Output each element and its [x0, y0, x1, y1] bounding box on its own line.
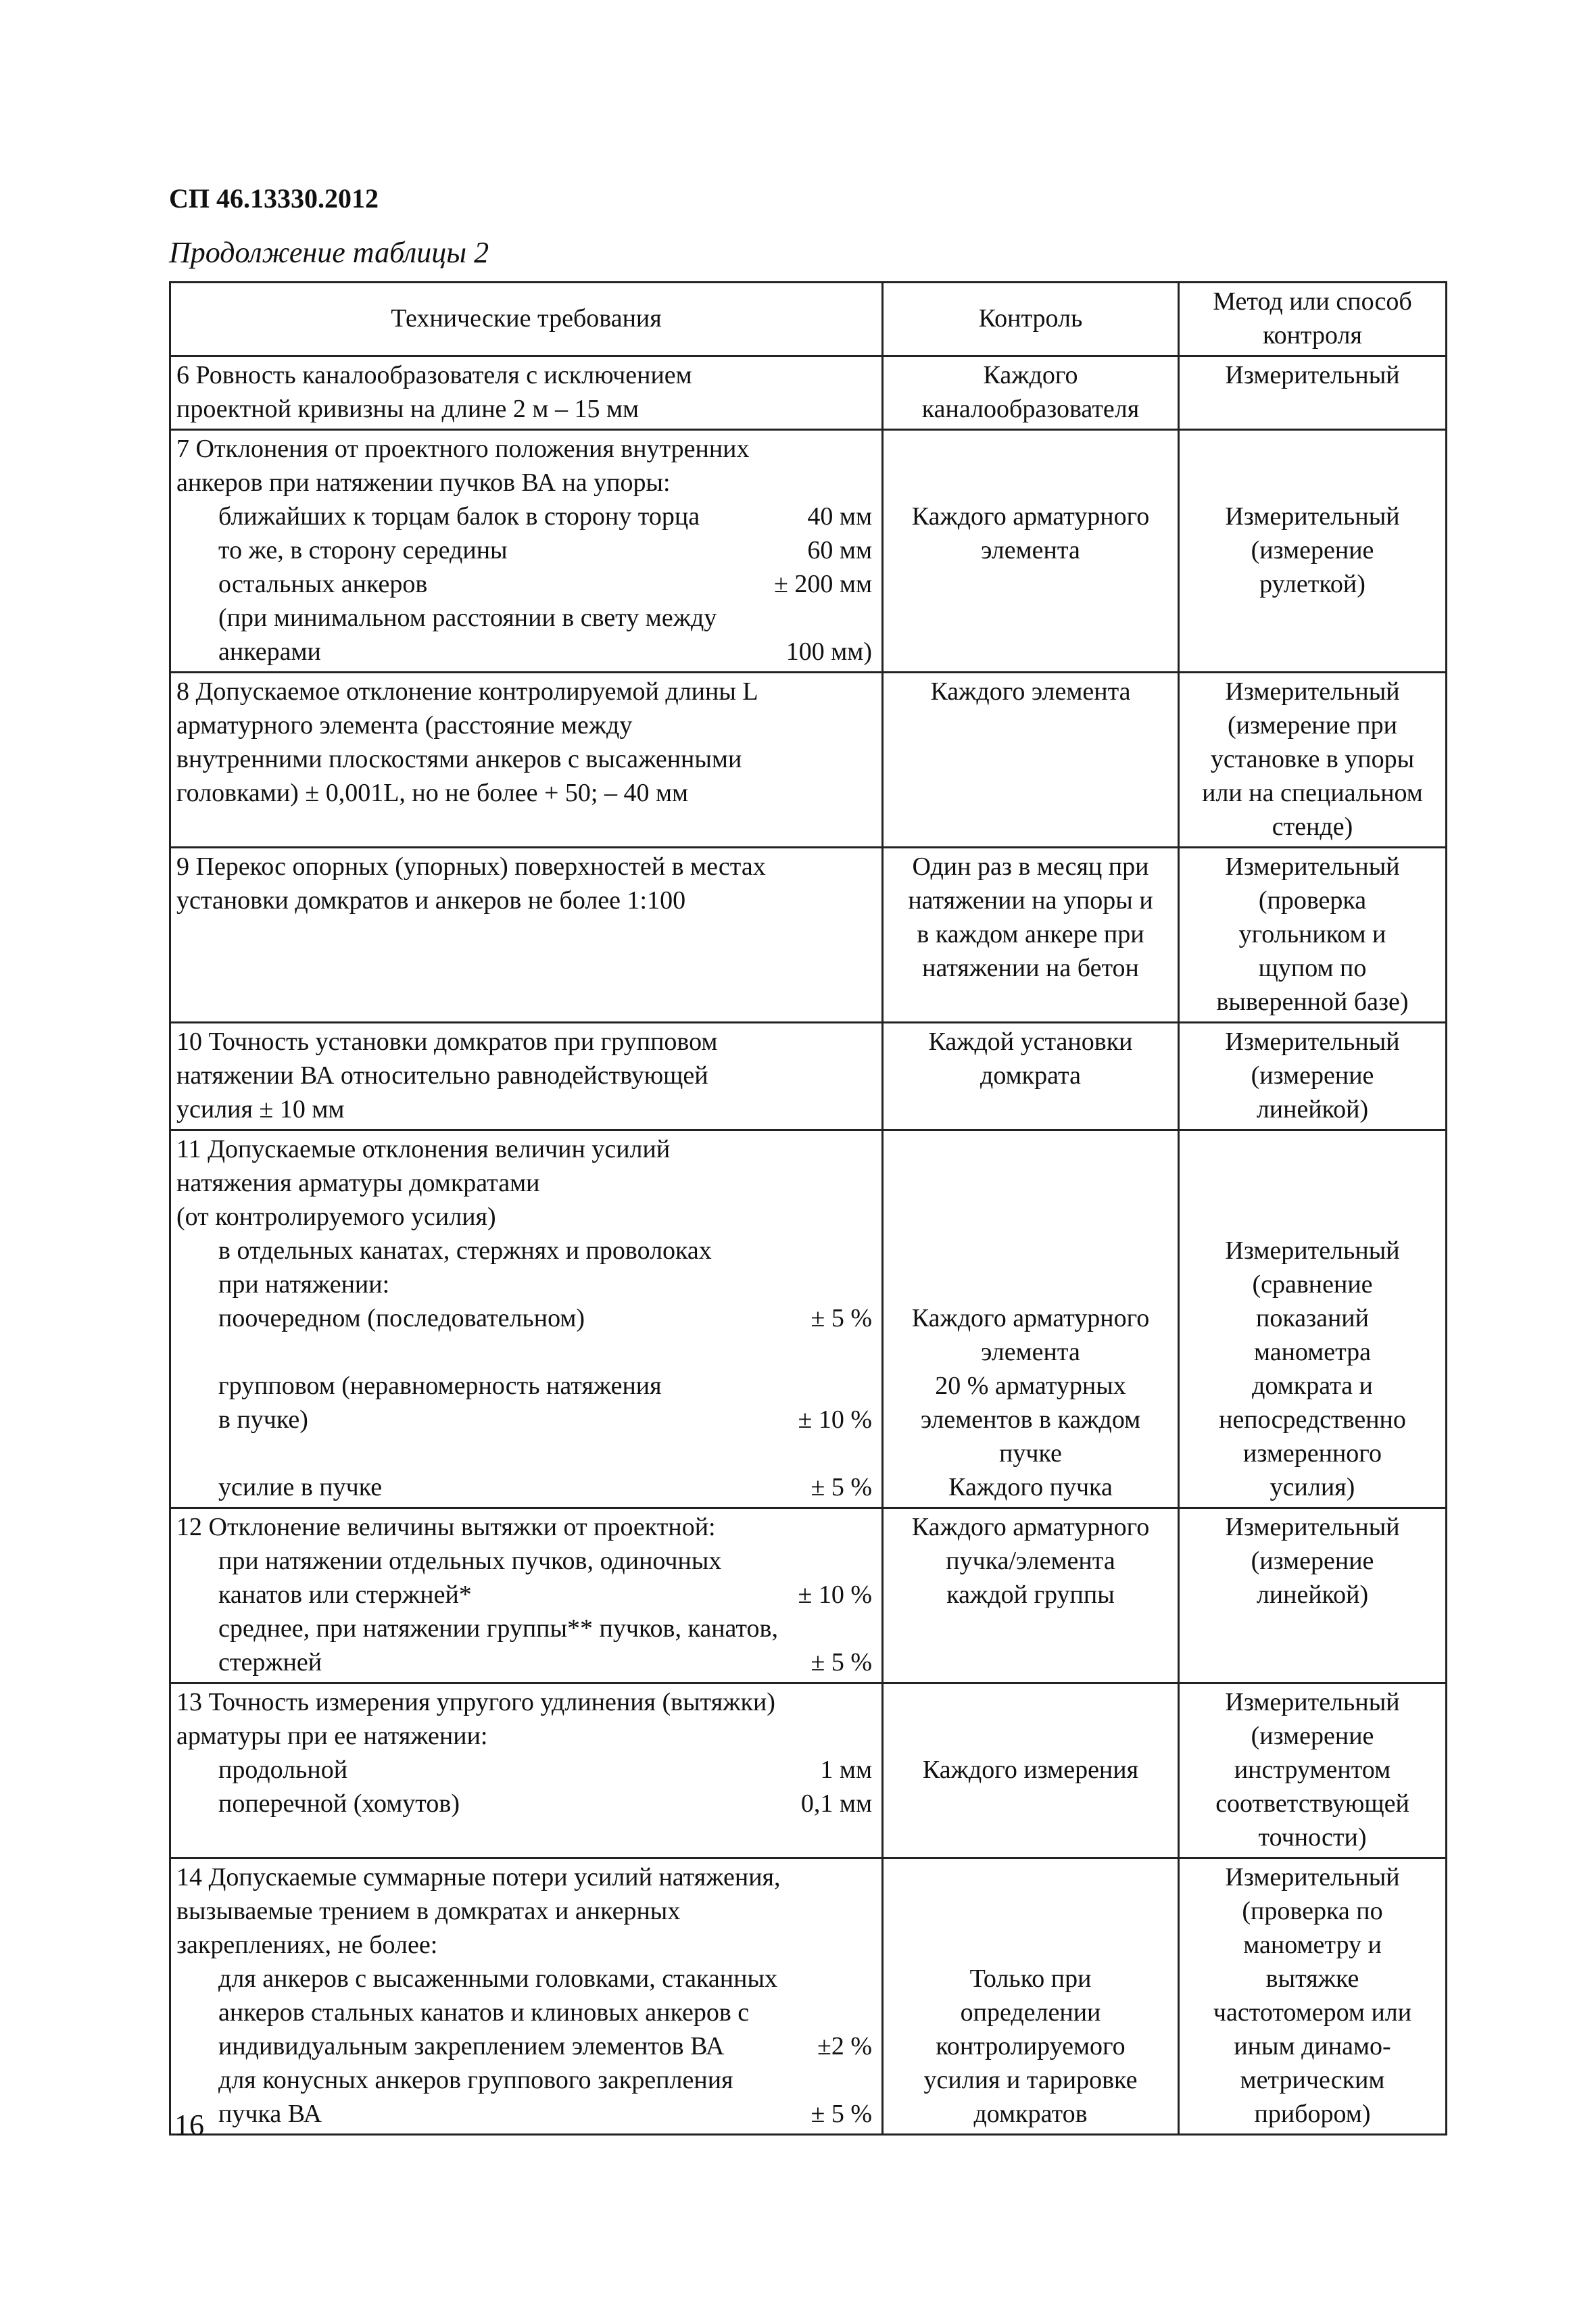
text-line: метрическим	[1240, 2066, 1385, 2094]
method-cell	[1179, 356, 1447, 430]
text-line: (измерение	[1251, 536, 1374, 564]
value-line	[176, 1403, 876, 1437]
text-line: или на специальном	[1202, 779, 1423, 807]
text-line: выверенной базе)	[1216, 988, 1409, 1016]
value-label: для анкеров с высаженными головками, стаканных	[218, 1964, 777, 1993]
text-line: натяжения арматуры домкратами	[176, 1169, 540, 1197]
value-amount: 1 мм	[820, 1756, 872, 1784]
text-line: 7 Отклонения от проектного положения внутренних	[176, 435, 750, 463]
value-label: пучка ВА	[218, 2100, 322, 2128]
page-number: 16	[174, 2108, 204, 2142]
value-label: индивидуальным закреплением элементов ВА	[218, 2032, 725, 2060]
text-line: прибором)	[1254, 2100, 1371, 2128]
text-line: каждой группы	[946, 1581, 1115, 1609]
requirement-cell	[170, 356, 883, 430]
text-line: (от контролируемого усилия)	[176, 1203, 496, 1231]
value-label: групповом (неравномерность натяжения	[218, 1372, 662, 1400]
method-cell	[1179, 1683, 1447, 1858]
text-line: Каждого пучка	[948, 1473, 1113, 1501]
value-label: при натяжении отдельных пучков, одиночных	[218, 1547, 722, 1575]
text-line: измеренного	[1243, 1439, 1382, 1468]
value-line	[176, 2063, 876, 2097]
text-line: в отдельных канатах, стержнях и проволоках	[218, 1236, 712, 1265]
text-line: Измерительный	[1225, 852, 1400, 881]
text-line: щупом по	[1258, 954, 1367, 982]
value-line	[176, 1753, 876, 1787]
text-line: (проверка по	[1242, 1897, 1383, 1925]
text-line: вызываемые трением в домкратах и анкерных	[176, 1897, 681, 1925]
value-line	[176, 2097, 876, 2131]
text-line: Каждой установки	[928, 1028, 1133, 1056]
text-line: арматурного элемента (расстояние между	[176, 711, 633, 740]
text-line: при натяжении:	[218, 1270, 390, 1299]
table-row	[170, 430, 1447, 673]
text-line: соответствующей	[1215, 1789, 1409, 1818]
text-line: натяжении на бетон	[922, 954, 1139, 982]
text-line: 14 Допускаемые суммарные потери усилий натяжения,	[176, 1863, 781, 1891]
text-line: Измерительный	[1225, 502, 1400, 531]
text-line: Измерительный	[1225, 361, 1400, 389]
text-line: Каждого измерения	[922, 1756, 1139, 1784]
text-line: линейкой)	[1256, 1581, 1369, 1609]
text-line: линейкой)	[1256, 1095, 1369, 1124]
value-amount: ± 5 %	[811, 2100, 872, 2128]
text-line: (проверка	[1258, 886, 1367, 915]
value-amount: 100 мм)	[785, 637, 872, 666]
table-row	[170, 1130, 1447, 1508]
text-line: контролируемого	[936, 2032, 1126, 2060]
text-line: элемента	[981, 1338, 1080, 1366]
header-method: Метод или способ контроля	[1179, 283, 1447, 356]
value-line	[176, 1369, 876, 1403]
text-line: (измерение	[1251, 1722, 1374, 1750]
text-line: Каждого элемента	[930, 677, 1131, 706]
text-line: 12 Отклонение величины вытяжки от проектной:	[176, 1513, 716, 1541]
text-line: 9 Перекос опорных (упорных) поверхностей в местах	[176, 852, 766, 881]
value-amount: ± 10 %	[798, 1581, 872, 1609]
table-row	[170, 1023, 1447, 1130]
value-label: то же, в сторону середины	[218, 536, 508, 564]
value-line	[176, 1301, 876, 1335]
value-label: в пучке)	[218, 1405, 308, 1434]
control-cell	[883, 430, 1179, 673]
text-line: арматуры при ее натяжении:	[176, 1722, 488, 1750]
control-cell	[883, 1508, 1179, 1683]
text-line: Измерительный	[1225, 1236, 1400, 1265]
value-amount: ± 5 %	[811, 1304, 872, 1332]
text-line: домкрата	[980, 1061, 1081, 1090]
value-amount: 40 мм	[807, 502, 872, 531]
text-line: установке в упоры	[1210, 745, 1415, 773]
value-line	[176, 1544, 876, 1578]
method-cell	[1179, 1508, 1447, 1683]
value-label: поперечной (хомутов)	[218, 1789, 460, 1818]
text-line: 8 Допускаемое отклонение контролируемой длины L	[176, 677, 758, 706]
value-line	[176, 533, 876, 567]
requirements-table	[169, 281, 1447, 2136]
requirement-cell	[170, 848, 883, 1023]
text-line: пучке	[999, 1439, 1062, 1468]
text-line: Один раз в месяц при	[912, 852, 1149, 881]
value-amount: ±2 %	[817, 2032, 872, 2060]
text-line: головками) ± 0,001L, но не более + 50; – 40 мм	[176, 779, 689, 807]
header-control: Контроль	[883, 283, 1179, 356]
text-line: Каждого арматурного	[911, 1304, 1150, 1332]
table-header-row	[170, 283, 1447, 356]
text-line: Каждого	[983, 361, 1078, 389]
text-line: Измерительный	[1225, 1863, 1400, 1891]
table-row	[170, 356, 1447, 430]
value-label: среднее, при натяжении группы** пучков, канатов,	[218, 1614, 778, 1643]
header-requirements: Технические требования	[170, 283, 883, 356]
text-line: внутренними плоскостями анкеров с высаженными	[176, 745, 742, 773]
requirement-cell	[170, 1683, 883, 1858]
value-amount: ± 10 %	[798, 1405, 872, 1434]
requirement-cell	[170, 673, 883, 848]
value-amount: 0,1 мм	[800, 1789, 872, 1818]
table-row	[170, 673, 1447, 848]
text-line: Только при	[969, 1964, 1092, 1993]
value-label: анкерами	[218, 637, 321, 666]
value-label: усилие в пучке	[218, 1473, 383, 1501]
table-row	[170, 1858, 1447, 2135]
text-line: (измерение при	[1228, 711, 1397, 740]
control-cell	[883, 356, 1179, 430]
table-continuation-caption: Продолжение таблицы 2	[169, 236, 489, 269]
text-line: домкратов	[973, 2100, 1088, 2128]
control-cell	[883, 1858, 1179, 2135]
text-line: элемента	[981, 536, 1080, 564]
requirement-cell	[170, 430, 883, 673]
text-line: Измерительный	[1225, 1028, 1400, 1056]
text-line: определении	[960, 1998, 1101, 2027]
text-line: угольником и	[1238, 920, 1386, 948]
text-line: Измерительный	[1225, 1688, 1400, 1716]
value-line	[176, 1996, 876, 2029]
text-line: проектной кривизны на длине 2 м – 15 мм	[176, 395, 639, 423]
text-line: манометра	[1253, 1338, 1372, 1366]
value-line	[176, 1787, 876, 1820]
value-line	[176, 1578, 876, 1612]
text-line: показаний	[1256, 1304, 1369, 1332]
text-line: рулеткой)	[1259, 570, 1365, 598]
text-line: каналообразователя	[921, 395, 1140, 423]
value-line	[176, 1612, 876, 1645]
control-cell	[883, 1023, 1179, 1130]
value-line	[176, 1962, 876, 1996]
text-line: иным динамо-	[1234, 2032, 1391, 2060]
text-line: элементов в каждом	[920, 1405, 1141, 1434]
value-line	[176, 601, 876, 635]
text-line: пучка/элемента	[946, 1547, 1115, 1575]
text-line: Каждого арматурного	[911, 1513, 1150, 1541]
method-cell	[1179, 673, 1447, 848]
value-label: канатов или стержней*	[218, 1581, 472, 1609]
text-line: стенде)	[1272, 813, 1353, 841]
text-line: 10 Точность установки домкратов при групповом	[176, 1028, 718, 1056]
text-line: манометру и	[1243, 1931, 1382, 1959]
text-line: 20 % арматурных	[935, 1372, 1126, 1400]
value-line	[176, 635, 876, 669]
method-cell	[1179, 1858, 1447, 2135]
value-label: ближайших к торцам балок в сторону торца	[218, 502, 700, 531]
requirement-cell	[170, 1023, 883, 1130]
document-code: СП 46.13330.2012	[169, 183, 379, 214]
value-line	[176, 567, 876, 601]
text-line: инструментом	[1234, 1756, 1391, 1784]
table-row	[170, 848, 1447, 1023]
text-line: установки домкратов и анкеров не более 1:100	[176, 886, 686, 915]
value-label: остальных анкеров	[218, 570, 428, 598]
method-cell	[1179, 1023, 1447, 1130]
text-line: 11 Допускаемые отклонения величин усилий	[176, 1135, 671, 1163]
control-cell	[883, 1683, 1179, 1858]
text-line: точности)	[1258, 1823, 1367, 1852]
text-line: (измерение	[1251, 1061, 1374, 1090]
text-line: 13 Точность измерения упругого удлинения (вытяжки)	[176, 1688, 775, 1716]
value-amount: ± 5 %	[811, 1648, 872, 1676]
text-line: натяжении на упоры и	[908, 886, 1153, 915]
text-line: (измерение	[1251, 1547, 1374, 1575]
value-label: для конусных анкеров группового закрепления	[218, 2066, 733, 2094]
value-label: поочередном (последовательном)	[218, 1304, 585, 1332]
text-line: усилия)	[1269, 1473, 1355, 1501]
text-line: (сравнение	[1252, 1270, 1373, 1299]
value-label: (при минимальном расстоянии в свету между	[218, 604, 717, 632]
value-label: анкеров стальных канатов и клиновых анкеров с	[218, 1998, 750, 2027]
text-line: непосредственно	[1219, 1405, 1406, 1434]
control-cell	[883, 673, 1179, 848]
text-line: 6 Ровность каналообразователя с исключением	[176, 361, 692, 389]
requirement-cell	[170, 1508, 883, 1683]
text-line: вытяжке	[1265, 1964, 1359, 1993]
method-cell	[1179, 430, 1447, 673]
requirement-cell	[170, 1858, 883, 2135]
value-amount: ± 200 мм	[774, 570, 872, 598]
value-line	[176, 1645, 876, 1679]
control-cell	[883, 848, 1179, 1023]
text-line: усилия и тарировке	[923, 2066, 1138, 2094]
value-line	[176, 1470, 876, 1504]
requirement-cell	[170, 1130, 883, 1508]
text-line: анкеров при натяжении пучков ВА на упоры:	[176, 468, 671, 497]
value-amount: 60 мм	[807, 536, 872, 564]
text-line: в каждом анкере при	[917, 920, 1144, 948]
text-line: закреплениях, не более:	[176, 1931, 438, 1959]
text-line: Каждого арматурного	[911, 502, 1150, 531]
table-row	[170, 1508, 1447, 1683]
text-line: частотомером или	[1213, 1998, 1412, 2027]
text-line: натяжении ВА относительно равнодействующей	[176, 1061, 708, 1090]
value-amount: ± 5 %	[811, 1473, 872, 1501]
value-label: стержней	[218, 1648, 322, 1676]
text-line: Измерительный	[1225, 1513, 1400, 1541]
control-cell	[883, 1130, 1179, 1508]
text-line: домкрата и	[1252, 1372, 1373, 1400]
text-line: Измерительный	[1225, 677, 1400, 706]
value-label: продольной	[218, 1756, 348, 1784]
value-line	[176, 500, 876, 533]
method-cell	[1179, 848, 1447, 1023]
method-cell	[1179, 1130, 1447, 1508]
table-row	[170, 1683, 1447, 1858]
text-line: усилия ± 10 мм	[176, 1095, 345, 1124]
value-line	[176, 2029, 876, 2063]
